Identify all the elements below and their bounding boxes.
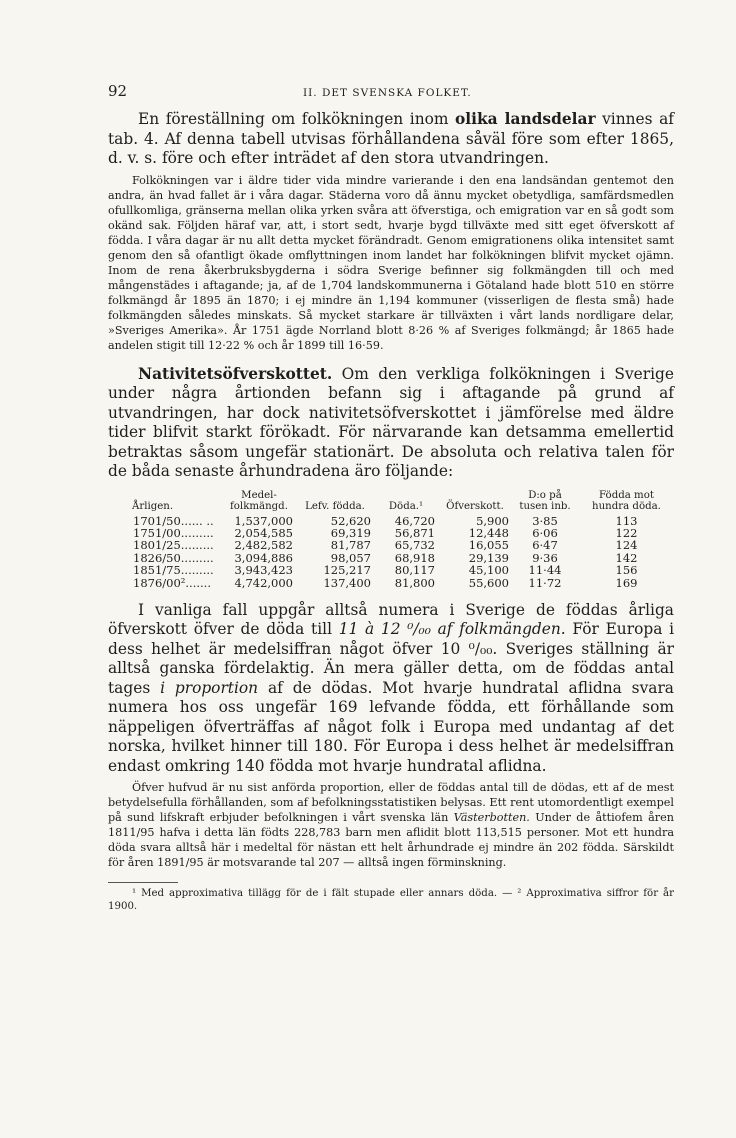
emphasis: 11 à 12 ⁰/₀₀ af folkmängden.: [338, 620, 566, 639]
footnotes: [108, 882, 674, 913]
running-title: II. DET SVENSKA FOLKET.: [303, 87, 472, 99]
small-paragraph-1: Folkökningen var i äldre tider vida mindre varierande i den ena landsändan gentemot den andra, än hvad fallet är i våra dagar. Städerna voro då ännu mycket obetydliga, samfärdsmedlen ofullkomliga, gränserna mellan olika yrken svåra att öfverstiga, och emigration var en så godt som okänd sak. Följden häraf var, att, i stort sedt, hvarje bygd tillväxte med sitt eget öfverskott af födda. I våra dagar är nu allt detta mycket förändradt. Genom emigrationens olika intensitet samt genom den så ofantligt ökade omflyttningen inom landet har folkökningen blifvit mycket ojämn. Inom de rena åkerbruksbygderna i södra Sverige befinner sig folkmängden till och med mångenstädes i aftagande; ja, af de 1,704 landskommunerna i Götaland hade blott 510 en större folkmängd år 1895 än 1870; i ej mindre än 1,194 kommuner (visserligen de flesta små) hade folkmängden således minskats. Så mycket starkare är tillväxten i vårt lands nordligare delar, »Sveriges Amerika». År 1751 ägde Norrland blott 8·26 % af Sveriges folkmängd; år 1865 hade andelen stigit till 12·22 % och år 1899 till 16·59.: [108, 173, 674, 352]
intro-paragraph: En föreställning om folkökningen inom olika landsdelar vinnes af tab. 4. Af denna tabell utvisas förhållandena såväl före som efter 1865, d. v. s. före och efter inträdet af den stora utvandringen.: [108, 110, 674, 167]
table-row: 1876/00²....... 4,742,000 137,400 81,800 55,600 11·72 169: [133, 575, 638, 590]
table-row: 1851/75......... 3,943,423 125,217 80,117 45,100 11·44 156: [133, 563, 638, 578]
nativity-table: [130, 490, 675, 589]
table-header-row: [130, 490, 675, 515]
nativity-heading: Nativitetsöfverskottet.: [138, 364, 333, 383]
col-population: Medel- folkmängd.: [230, 489, 288, 512]
book-page: [108, 82, 674, 913]
col-period: Årligen.: [132, 500, 174, 512]
col-births-per-hundred: Födda mot hundra döda.: [592, 489, 661, 512]
page-header: [108, 82, 674, 104]
emphasis: Västerbotten.: [453, 811, 530, 825]
col-births: Lefv. födda.: [305, 500, 365, 512]
col-surplus: Öfverskott.: [446, 500, 504, 512]
table-row: 1801/25......... 2,482,582 81,787 65,732 16,055 6·47 124: [133, 538, 638, 553]
small-paragraph-2: Öfver hufvud är nu sist anförda proportion, eller de föddas antal till de dödas, ett af de mest betydelsefulla förhållanden, som af befolkningsstatistiken belysas. Ett rent utomordentligt exempel på sund lifskraft erbjuder befolkningen i vårt svenska län Västerbotten. Under de åttiofem åren 1811/95 hafva i detta län födts 228,783 barn men aflidit blott 113,515 personer. Mot ett hundra döda svara alltså här i medeltal för nästan ett helt århundrade ej mindre än 202 födda. Särskildt för åren 1891/95 är motsvarande tal 207 — alltså ingen förminskning.: [108, 781, 674, 870]
page-number: 92: [108, 82, 128, 100]
emphasis: i proportion: [160, 678, 259, 697]
col-deaths: Döda.¹: [388, 500, 424, 512]
paragraph-2: I vanliga fall uppgår alltså numera i Sverige de föddas årliga öfverskott öfver de döda till 11 à 12 ⁰/₀₀ af folkmängden. För Europa i dess helhet är medelsiffran något öfver 10 ⁰/₀₀. Sveriges ställning är alltså ganska fördelaktig. Än mera gäller detta, om de föddas antal tages i proportion af de dödas. Mot hvarje hundratal aflidna svara numera hos oss ungefär 169 lefvande födda, ett förhållande som näppeligen öfverträffas af något folk i Europa med undantag af det norska, hvilket hinner till 180. För Europa i dess helhet är medelsiffran endast omkring 140 födda mot hvarje hundratal aflidna.: [108, 600, 674, 775]
footnote-text: ¹ Med approximativa tillägg för de i fält stupade eller annars döda. — ² Approximativa siffror för år 1900.: [108, 888, 674, 913]
col-per-thousand: D:o på tusen inb.: [519, 489, 571, 512]
table-row: 1751/00......... 2,054,585 69,319 56,871 12,448 6·06 122: [133, 525, 638, 540]
table-row: 1826/50......... 3,094,886 98,057 68,918 29,139 9·36 142: [133, 550, 638, 565]
table-row: 1701/50...... .. 1,537,000 52,620 46,720 5,900 3·85 113: [133, 513, 638, 528]
nativity-paragraph: Nativitetsöfverskottet. Om den verkliga folkökningen i Sverige under några årtionden befann sig i aftagande på grund af utvandringen, har dock nativitetsöfverskottet i jämförelse med äldre tider blifvit starkt förökadt. För närvarande kan detsamma emellertid betraktas såsom ungefär stationärt. De absoluta och relativa talen för de båda senaste århundradena äro följande:: [108, 364, 674, 480]
intro-bold-term: olika landsdelar: [455, 110, 596, 128]
